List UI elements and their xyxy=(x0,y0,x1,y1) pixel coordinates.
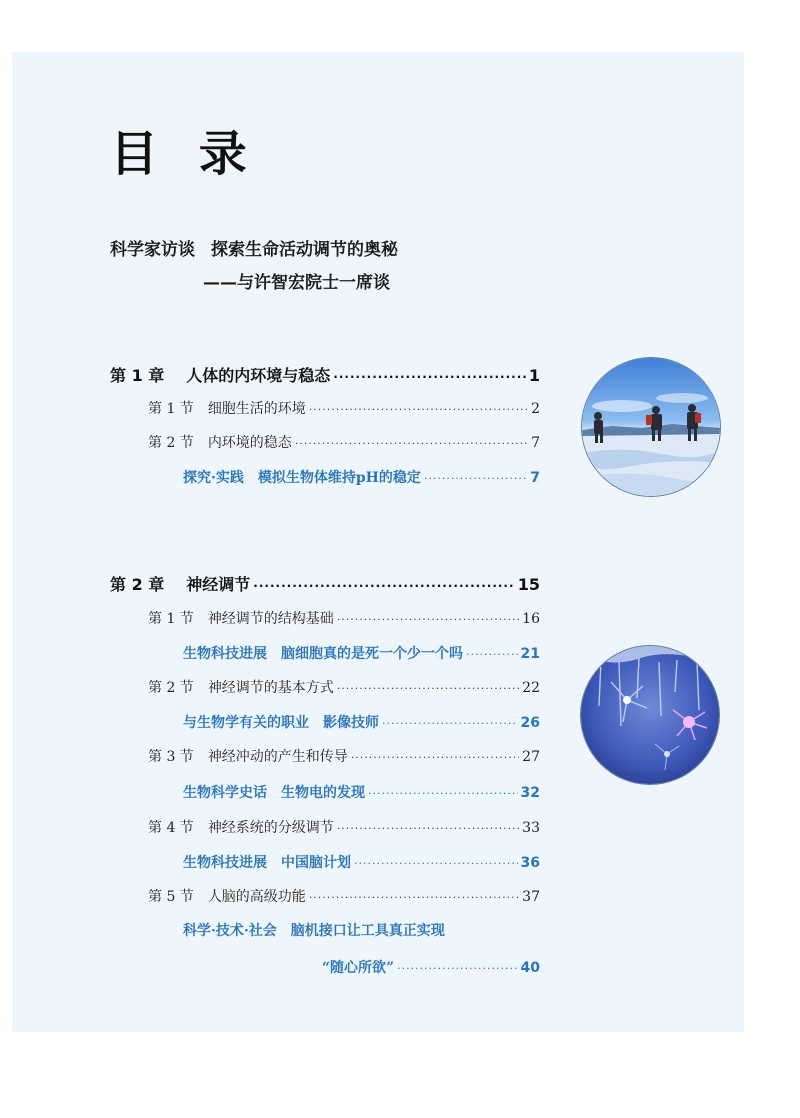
toc-section-2-3[interactable] xyxy=(148,746,540,766)
content-panel xyxy=(12,52,744,1032)
leader-dots xyxy=(382,717,518,730)
leader-dots xyxy=(337,682,519,695)
leader-dots xyxy=(295,437,528,450)
feature-title: 脑细胞真的是死一个少一个吗 xyxy=(281,646,463,662)
page-number: 7 xyxy=(530,470,540,486)
interview-subtitle: ——与许智宏院士一席谈 xyxy=(203,273,390,293)
feature-title: 生物电的发现 xyxy=(281,785,365,801)
feature-title: 脑机接口让工具真正实现 xyxy=(290,923,445,939)
leader-dots xyxy=(368,787,518,800)
section-title: 神经调节的基本方式 xyxy=(207,680,334,696)
chapter-title: 人体的内环境与稳态 xyxy=(186,366,331,385)
page-title: 目 录 xyxy=(110,126,259,182)
leader-dots xyxy=(309,891,519,904)
interview-title: 探索生命活动调节的奥秘 xyxy=(211,240,398,260)
feature-title-continued: “随心所欲” xyxy=(322,960,395,976)
toc-feature-2-2[interactable] xyxy=(183,712,540,732)
leader-dots xyxy=(309,403,528,416)
page-number: 32 xyxy=(520,785,540,801)
section-label: 第 3 节 xyxy=(148,749,194,765)
page-number: 40 xyxy=(520,960,540,976)
feature-category: 生物科技进展 xyxy=(183,855,267,871)
feature-title: 模拟生物体维持pH的稳定 xyxy=(257,470,421,486)
toc-section-1-1[interactable] xyxy=(148,398,540,418)
page-number: 16 xyxy=(522,611,540,627)
neurons-image xyxy=(581,646,719,784)
hikers-on-ice-image xyxy=(582,358,720,496)
leader-dots xyxy=(253,579,514,593)
toc-feature-2-5-continued[interactable] xyxy=(322,957,540,977)
feature-category: 科学·技术·社会 xyxy=(183,923,277,939)
toc-section-2-4[interactable] xyxy=(148,817,540,837)
page-number: 21 xyxy=(520,646,540,662)
interview-heading[interactable] xyxy=(110,235,398,260)
page-number: 36 xyxy=(520,855,540,871)
toc-chapter-2[interactable] xyxy=(110,572,540,595)
leader-dots xyxy=(354,857,518,870)
leader-dots xyxy=(466,648,518,661)
section-title: 人脑的高级功能 xyxy=(207,889,306,905)
toc-section-1-2[interactable] xyxy=(148,432,540,452)
section-label: 第 5 节 xyxy=(148,889,194,905)
toc-feature-2-4[interactable] xyxy=(183,852,540,872)
leader-dots xyxy=(337,613,519,626)
page-number: 2 xyxy=(531,401,540,417)
feature-category: 生物科技进展 xyxy=(183,646,267,662)
page-number: 7 xyxy=(531,435,540,451)
toc-section-2-1[interactable] xyxy=(148,608,540,628)
feature-category: 生物科学史话 xyxy=(183,785,267,801)
toc-feature-2-1[interactable] xyxy=(183,643,540,663)
page-number: 1 xyxy=(528,366,540,385)
page-number: 22 xyxy=(522,680,540,696)
interview-prefix: 科学家访谈 xyxy=(110,240,195,260)
page-number: 27 xyxy=(522,749,540,765)
section-title: 神经冲动的产生和传导 xyxy=(207,749,348,765)
section-label: 第 4 节 xyxy=(148,820,194,836)
section-label: 第 2 节 xyxy=(148,435,194,451)
section-title: 细胞生活的环境 xyxy=(207,401,306,417)
toc-section-2-2[interactable] xyxy=(148,677,540,697)
section-title: 神经系统的分级调节 xyxy=(207,820,334,836)
section-title: 神经调节的结构基础 xyxy=(207,611,334,627)
leader-dots xyxy=(397,962,517,975)
toc-feature-2-5[interactable] xyxy=(183,920,445,940)
toc-feature-1-1[interactable] xyxy=(183,467,540,487)
toc-section-2-5[interactable] xyxy=(148,886,540,906)
page-number: 37 xyxy=(522,889,540,905)
leader-dots xyxy=(333,370,526,384)
toc-feature-2-3[interactable] xyxy=(183,782,540,802)
feature-title: 中国脑计划 xyxy=(281,855,351,871)
page-number: 15 xyxy=(517,575,540,594)
leader-dots xyxy=(424,472,527,485)
page-number: 26 xyxy=(520,715,540,731)
chapter-label: 第 1 章 xyxy=(110,366,165,385)
feature-category: 与生物学有关的职业 xyxy=(183,715,309,731)
leader-dots xyxy=(351,751,519,764)
chapter-label: 第 2 章 xyxy=(110,575,165,594)
chapter-title: 神经调节 xyxy=(186,575,251,594)
section-label: 第 1 节 xyxy=(148,401,194,417)
toc-chapter-1[interactable] xyxy=(110,363,540,386)
feature-title: 影像技师 xyxy=(323,715,379,731)
section-label: 第 1 节 xyxy=(148,611,194,627)
feature-category: 探究·实践 xyxy=(183,470,244,486)
page-number: 33 xyxy=(522,820,540,836)
leader-dots xyxy=(337,822,519,835)
section-label: 第 2 节 xyxy=(148,680,194,696)
section-title: 内环境的稳态 xyxy=(207,435,292,451)
